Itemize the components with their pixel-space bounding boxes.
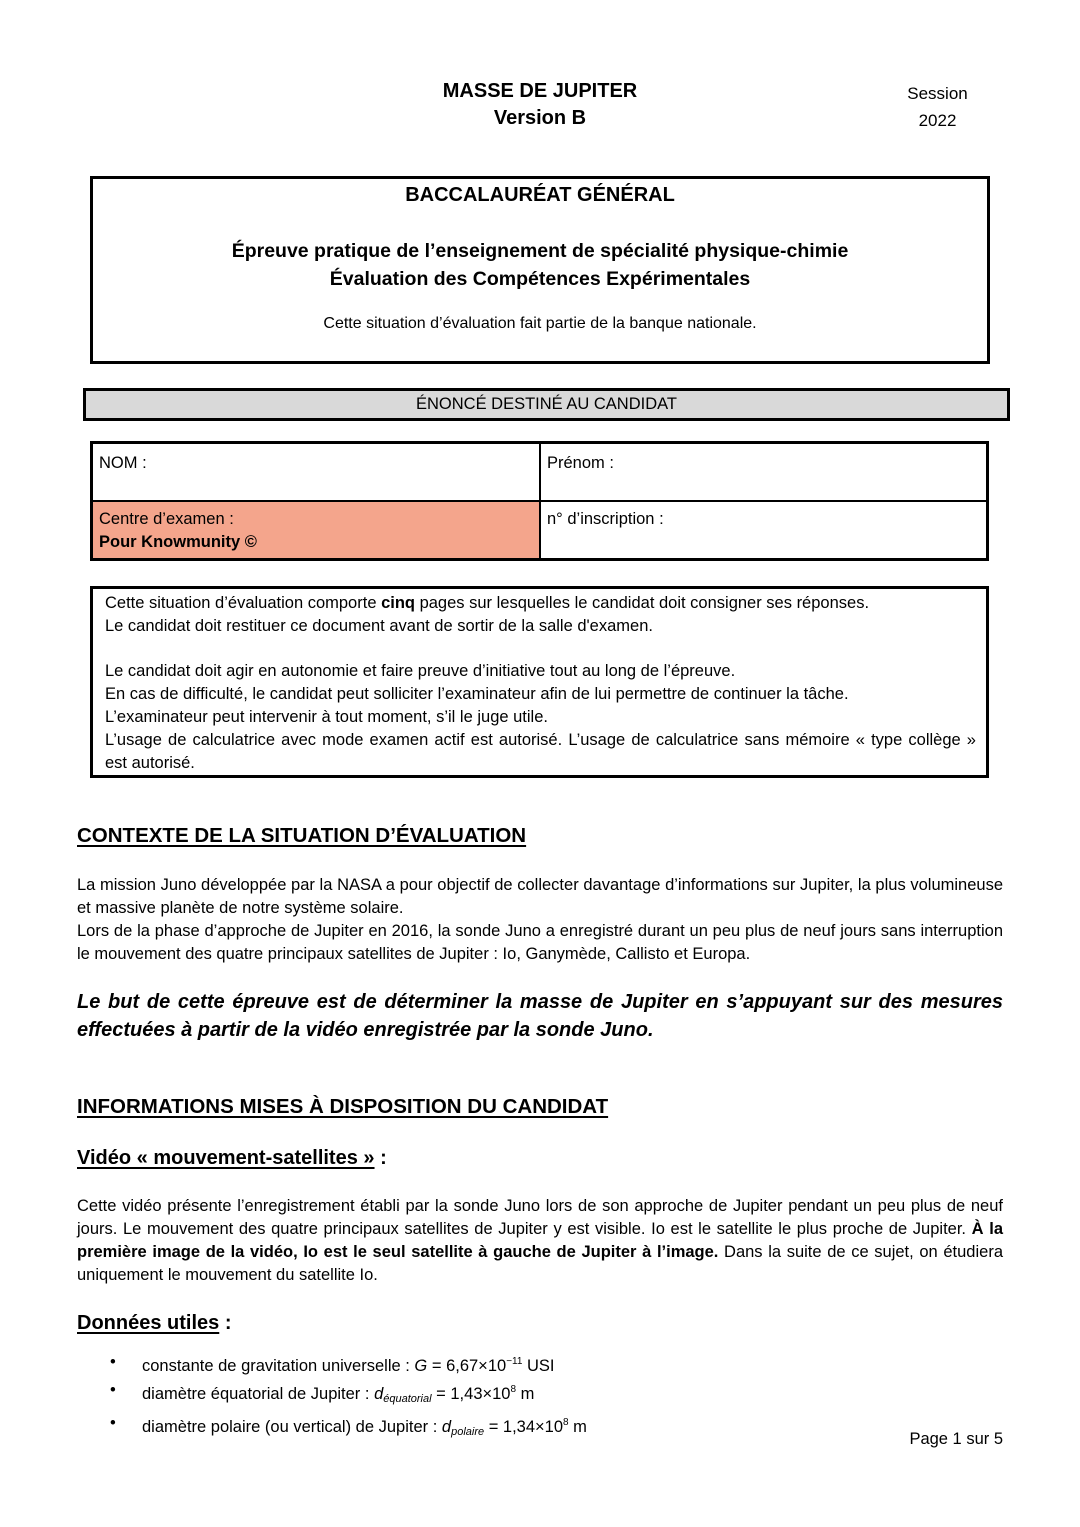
- data-label: diamètre polaire (ou vertical) de Jupiter :: [142, 1418, 442, 1436]
- rules-emphasis: cinq: [381, 594, 415, 612]
- informations-heading: INFORMATIONS MISES À DISPOSITION DU CANDIDAT: [77, 1095, 609, 1118]
- bac-title: BACCALAURÉAT GÉNÉRAL: [405, 184, 675, 206]
- enonce-bar: ÉNONCÉ DESTINÉ AU CANDIDAT: [83, 388, 1010, 421]
- list-item: [110, 1378, 587, 1411]
- rules-text: Cette situation d’évaluation comporte: [105, 594, 382, 612]
- data-label: constante de gravitation universelle :: [142, 1357, 415, 1375]
- bullet-icon: •: [110, 1353, 116, 1371]
- video-text-bold: À la première image de la vidéo, Io est le seul satellite à gauche de Jupiter à l’image.: [77, 1220, 1004, 1261]
- document-title-block: [340, 78, 740, 132]
- data-value: = 1,43×10: [431, 1385, 511, 1403]
- nom-field[interactable]: [93, 444, 541, 502]
- contexte-heading: CONTEXTE DE LA SITUATION D’ÉVALUATION: [77, 824, 527, 847]
- centre-examen-field: [93, 502, 541, 558]
- list-item: [110, 1411, 587, 1444]
- bac-note: Cette situation d’évaluation fait partie de la banque nationale.: [323, 315, 757, 332]
- bullet-icon: •: [110, 1414, 116, 1432]
- video-text: Dans la suite de ce sujet, on étudiera uniquement le mouvement du satellite Io.: [77, 1243, 1003, 1284]
- data-symbol: d: [441, 1418, 452, 1436]
- data-subscript: équatorial: [383, 1393, 432, 1405]
- data-symbol: G: [414, 1357, 428, 1375]
- bac-subtitle-line2: Évaluation des Compétences Expérimentales: [329, 268, 751, 290]
- session-block: [880, 80, 995, 134]
- donnees-heading-title: Données utiles: [77, 1312, 220, 1334]
- inscription-label: n° d’inscription :: [547, 510, 664, 528]
- data-symbol: d: [374, 1385, 384, 1403]
- video-heading-colon: :: [374, 1147, 387, 1169]
- video-heading-title: Vidéo « mouvement-satellites »: [77, 1147, 375, 1169]
- rules-line-4: En cas de difficulté, le candidat peut solliciter l’examinateur afin de lui permettre de continuer la tâche.: [105, 685, 849, 703]
- contexte-paragraph-1: La mission Juno développée par la NASA a pour objectif de collecter davantage d’informations sur Jupiter, la plus volumineuse et massive planète de notre système solaire.: [77, 876, 1003, 917]
- nom-label: NOM :: [99, 454, 147, 472]
- rules-text: pages sur lesquelles le candidat doit consigner ses réponses.: [415, 594, 870, 612]
- rules-line-6: L’usage de calculatrice avec mode examen actif est autorisé. L’usage de calculatrice sans mémoire « type collège » est autorisé.: [105, 731, 976, 772]
- document-title: MASSE DE JUPITER: [442, 80, 638, 102]
- bac-box: [90, 176, 990, 364]
- rules-line-3: Le candidat doit agir en autonomie et faire preuve d’initiative tout au long de l’épreuve.: [105, 662, 736, 680]
- video-description: [77, 1195, 1003, 1287]
- inscription-field[interactable]: [541, 502, 986, 558]
- rules-line-2: Le candidat doit restituer ce document avant de sortir de la salle d'examen.: [105, 617, 653, 635]
- rules-box: [90, 586, 989, 778]
- video-heading: [77, 1147, 387, 1170]
- contexte-text: [77, 874, 1003, 966]
- donnees-list: [110, 1350, 587, 1444]
- data-subscript: polaire: [451, 1426, 485, 1438]
- data-unit: m: [568, 1418, 587, 1436]
- contexte-paragraph-2: Lors de la phase d’approche de Jupiter en 2016, la sonde Juno a enregistré durant un peu plus de neuf jours sans interruption le mouvement des quatre principaux satellites de Jupiter : Io, Ganymède, Callisto et Europa.: [77, 922, 1003, 963]
- bullet-icon: •: [110, 1381, 116, 1399]
- page-number: Page 1 sur 5: [909, 1430, 1003, 1448]
- document-version: Version B: [493, 107, 587, 129]
- rules-line-5: L’examinateur peut intervenir à tout moment, s’il le juge utile.: [105, 708, 548, 726]
- data-unit: USI: [522, 1357, 555, 1375]
- data-exponent: −11: [506, 1356, 523, 1367]
- data-value: = 6,67×10: [427, 1357, 507, 1375]
- video-text: Cette vidéo présente l’enregistrement établi par la sonde Juno lors de son approche de Jupiter pendant un peu plus de neuf jours. Le mouvement des quatre principaux satellites de Jupiter y est visible. Io est le satellite le plus proche de Jupiter.: [77, 1197, 1003, 1238]
- data-unit: m: [516, 1385, 535, 1403]
- donnees-heading-colon: :: [219, 1312, 232, 1334]
- data-exponent: 8: [510, 1384, 517, 1395]
- session-label: Session: [907, 84, 968, 103]
- session-year: 2022: [918, 111, 957, 130]
- data-exponent: 8: [563, 1417, 569, 1428]
- data-label: diamètre équatorial de Jupiter :: [142, 1385, 375, 1403]
- bac-subtitle: [93, 237, 987, 293]
- centre-label: Centre d’examen :: [99, 510, 234, 528]
- data-value: = 1,34×10: [484, 1418, 564, 1436]
- candidate-id-table: [90, 441, 989, 561]
- centre-value: Pour Knowmunity ©: [99, 533, 257, 551]
- prenom-label: Prénom :: [547, 454, 614, 472]
- list-item: [110, 1350, 587, 1378]
- prenom-field[interactable]: [541, 444, 986, 502]
- bac-subtitle-line1: Épreuve pratique de l’enseignement de spécialité physique-chimie: [231, 240, 849, 262]
- donnees-heading: [77, 1312, 231, 1335]
- epreuve-goal: Le but de cette épreuve est de déterminer la masse de Jupiter en s’appuyant sur des mesures effectuées à partir de la vidéo enregistrée par la sonde Juno.: [77, 991, 1003, 1041]
- rules-line-1: [105, 592, 976, 615]
